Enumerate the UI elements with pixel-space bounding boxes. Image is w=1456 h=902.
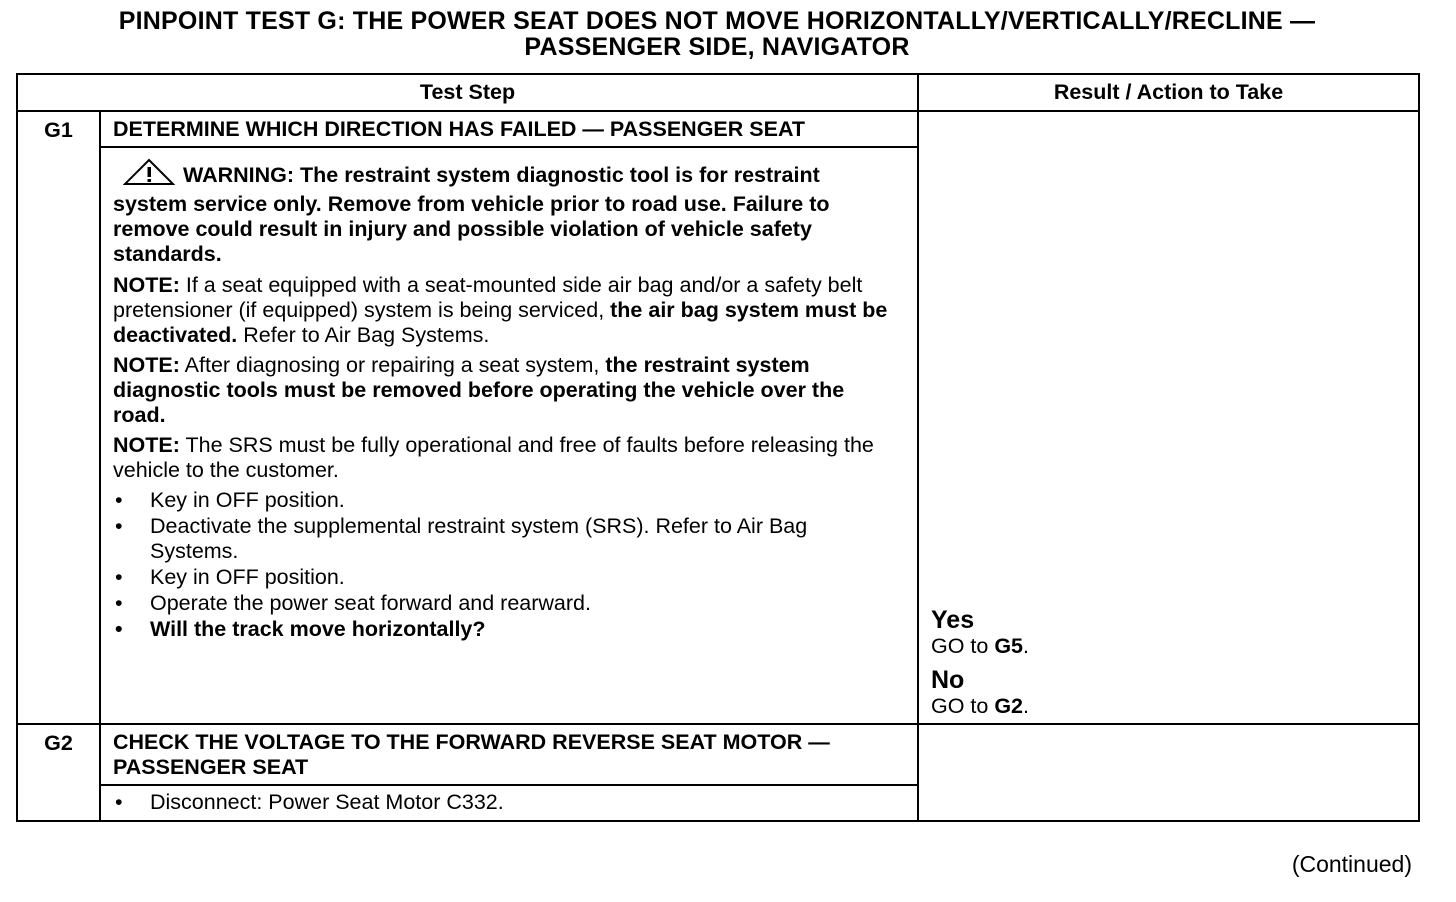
- g1-no-link[interactable]: G2: [994, 694, 1024, 718]
- g1-note-2: [113, 353, 897, 428]
- g1-no-suffix: .: [1023, 694, 1029, 718]
- g1-yes-suffix: .: [1023, 634, 1029, 658]
- g2-body: [100, 785, 918, 821]
- warning-triangle-icon: [123, 158, 175, 192]
- page-title: [17, 8, 1417, 60]
- header-result: Result / Action to Take: [918, 74, 1419, 111]
- list-item: • Key in OFF position.: [113, 488, 897, 513]
- note-emphasis: the air bag system must be deactivated.: [113, 298, 888, 347]
- g1-heading: DETERMINE WHICH DIRECTION HAS FAILED — PASSENGER SEAT: [100, 111, 918, 147]
- g2-heading-row: [17, 724, 1419, 785]
- title-line-1: PINPOINT TEST G: THE POWER SEAT DOES NOT MOVE HORIZONTALLY/VERTICALLY/RECLINE —: [118, 7, 1316, 35]
- g1-result-cell: [918, 111, 1419, 724]
- note-emphasis: the restraint system diagnostic tools must be removed before operating the vehicle over the road.: [113, 353, 845, 427]
- g1-warning-text: WARNING: The restraint system diagnostic tool is for restraint system service only. Remove from vehicle prior to road use. Failure to remove could result in injury and possible violation of vehicle safety standards.: [113, 163, 830, 266]
- header-row: [17, 74, 1419, 111]
- g1-yes-action: [931, 634, 1029, 659]
- g2-result-cell: [918, 724, 1419, 821]
- continued-label: (Continued): [1291, 851, 1412, 877]
- title-line-2: PASSENGER SIDE, NAVIGATOR: [524, 33, 910, 61]
- note-label: NOTE:: [113, 273, 180, 297]
- note-label: NOTE:: [113, 433, 180, 457]
- note-text: The SRS must be fully operational and free of faults before releasing the vehicle to the customer.: [113, 433, 874, 482]
- g1-warning: [113, 158, 897, 267]
- g2-step-number: G2: [17, 724, 100, 821]
- g1-yes-label: Yes: [931, 606, 975, 634]
- g1-heading-row: [17, 111, 1419, 147]
- g1-yes-link[interactable]: G5: [994, 634, 1024, 658]
- g1-body: [100, 147, 918, 724]
- list-item: • Operate the power seat forward and rearward.: [113, 591, 897, 616]
- list-item: • Deactivate the supplemental restraint system (SRS). Refer to Air Bag Systems.: [113, 514, 897, 564]
- list-item-question: • Will the track move horizontally?: [113, 617, 897, 642]
- g1-no-action: [931, 694, 1029, 719]
- g2-heading: CHECK THE VOLTAGE TO THE FORWARD REVERSE SEAT MOTOR — PASSENGER SEAT: [100, 724, 918, 785]
- header-test-step: Test Step: [17, 74, 918, 111]
- g1-yes-prefix: GO to: [931, 634, 995, 658]
- pinpoint-test-table: [16, 73, 1420, 822]
- note-label: NOTE:: [113, 353, 180, 377]
- g1-note-1: [113, 273, 897, 348]
- note-text: If a seat equipped with a seat-mounted side air bag and/or a safety belt pretensioner (if equipped) system is being serviced,: [113, 273, 863, 322]
- g1-step-list: [113, 488, 897, 642]
- g1-result-block: [931, 607, 1029, 719]
- g1-no-label: No: [931, 666, 965, 694]
- list-item: • Key in OFF position.: [113, 565, 897, 590]
- note-text: After diagnosing or repairing a seat system,: [179, 353, 606, 377]
- g2-step-list: [113, 790, 897, 815]
- g1-note-3: [113, 433, 897, 483]
- g1-step-number: G1: [17, 111, 100, 724]
- g1-no-prefix: GO to: [931, 694, 995, 718]
- list-item: • Disconnect: Power Seat Motor C332.: [113, 790, 897, 815]
- note-text-end: Refer to Air Bag Systems.: [237, 323, 490, 347]
